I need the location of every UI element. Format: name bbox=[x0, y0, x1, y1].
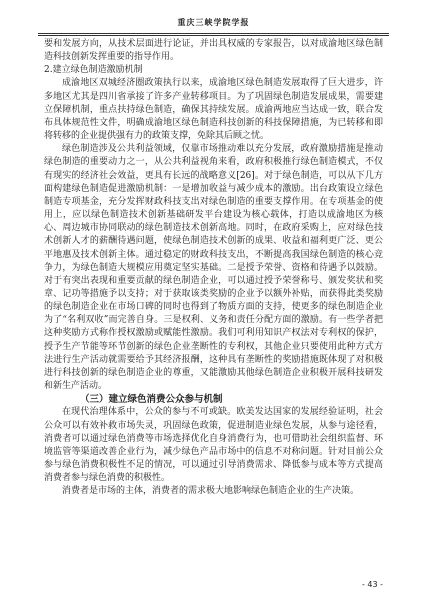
article-body bbox=[44, 38, 383, 578]
page-number: - 43 - bbox=[361, 580, 383, 589]
subsection-heading: 2.建立绿色制造激励机制 bbox=[44, 65, 143, 76]
paragraph: 在现代治理体系中，公众的参与不可或缺。欧美发达国家的发展经验证明，社会公众可以有效补救市场失灵，巩固绿色政策，促进制造业绿色发展，从参与途径看，消费者可以通过绿色消费等市场选择优化自身消费行为，也可借助社会组织监督、环境监管等渠道改善企业行为，减少绿色产品市场中的信息不对称问题。针对目前公众参与绿色消费积极性不足的情况，可以通过引导消费需求、降低参与成本等方式提高消费者参与绿色消费的积极性。 bbox=[44, 407, 383, 484]
header-rule bbox=[38, 33, 389, 34]
paragraph: 消费者是市场的主体，消费者的需求极大地影响绿色制造企业的生产决策。 bbox=[62, 486, 360, 497]
paragraph-continued: 要和发展方向，从技术层面进行论证，并出具权威的专家报告，以对成渝地区绿色制造科技创新发挥重要的指导作用。 bbox=[44, 39, 383, 63]
running-header: 重庆三峡学院学报 bbox=[177, 17, 250, 27]
paragraph: 绿色制造涉及公共利益领域，仅靠市场推动难以充分发展，政府激励措施是推动绿色制造的重要动力之一，从公共利益视角来看，政府积极推行绿色制造模式，不仅有现实的经济社会效益，更具有长远的战略意义[26]。对于绿色制造，可以从下几方面构建绿色制造促进激励机制：一是增加收益与减少成本的激励。出台政策设立绿色制造专项基金，充分发挥财政科技支出对绿色制造的重要支撑作用。在专项基金的使用上，应以绿色制造技术创新基础研发平台建设为核心载体，打造以成渝地区为核心、周边城市协同联动的绿色制造技术创新高地。同时，在政府采购上，应对绿色技术创新人才的薪酬待遇问题，使绿色制造技术创新的成果、收益和福利更广泛、更公平地惠及技术创新主体。通过稳定的财政科技支出，不断提高我国绿色制造的核心竞争力，为绿色制造大规模应用奠定坚实基础。二是授予荣誉、资格和待遇予以鼓励。对于有突出表现和重要贡献的绿色制造企业，可以通过授予荣誉称号、颁发奖状和奖章、记功等措施予以支持；对于获取该类奖励的企业予以额外补贴，而获得此类奖励的绿色制造企业在市场口碑的同时也得到了物质方面的支持，使更多的绿色制造企业为了“名利双收”而完善自身。三是权利、义务和责任分配方面的激励。有一些学者把这种奖励方式称作授权激励或赋能性激励。我们可利用知识产权法对专利权的保护，授予生产节能等环节创新的绿色企业垄断性的专利权，其他企业只要使用此种方式方法进行生产活动就需要给予其经济报酬，这种具有垄断性的奖励措施既体现了对积极进行科技创新的绿色制造企业的尊重，又能激励其他绿色制造企业积极开展科技研发和新生产活动。 bbox=[44, 144, 383, 392]
paragraph: 成渝地区双城经济圈政策执行以来，成渝地区绿色制造发展取得了巨大进步，许多地区尤其是四川省承接了许多产业转移项目。为了巩固绿色制造发展成果，需要建立保障机制，重点扶持绿色制造，确保其持续发展。成渝两地应当达成一致，联合发布具体规范性文件，明确成渝地区绿色制造科技创新的科技保障措施，为已转移和即将转移的企业提供强有力的政策支撑，免除其后顾之忧。 bbox=[44, 78, 383, 142]
header-rule-thin bbox=[38, 35, 389, 36]
section-heading: （三）建立绿色消费公众参与机制 bbox=[80, 394, 223, 406]
